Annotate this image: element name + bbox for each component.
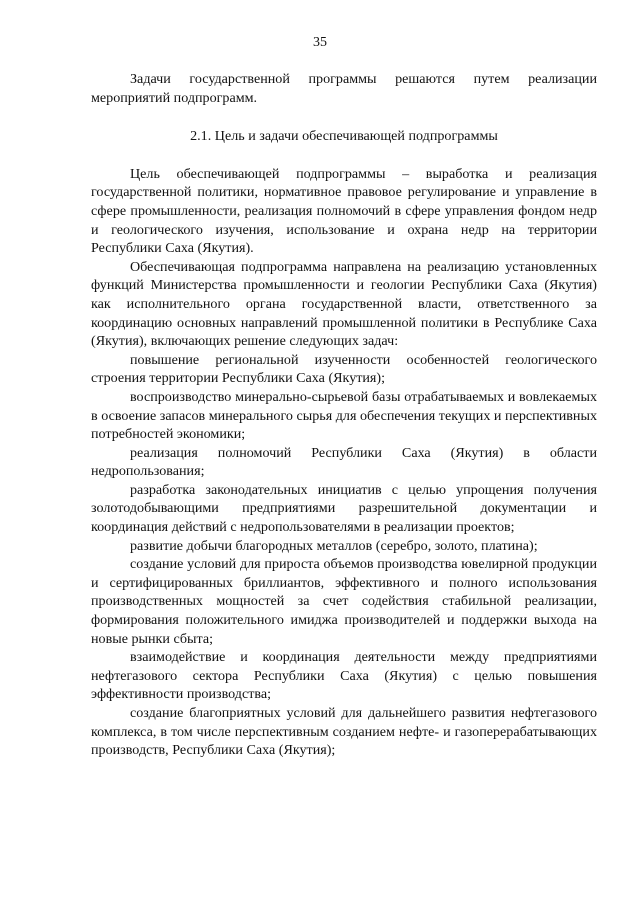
task-item: создание благоприятных условий для дальнейшего развития нефтегазового комплекса, в том числе перспективным созданием нефте- и газоперерабатывающих производств, Республики Саха (Якутия); [91,705,597,759]
functions-paragraph: Обеспечивающая подпрограмма направлена на реализацию установленных функций Министерства промышленности и геологии Республики Саха (Якутия) как исполнительного органа государственной власти, ответственного за координацию основных направлений промышленной политики в Республике Саха (Якутия), включающих решение следующих задач: [91,258,597,350]
intro-paragraph: Задачи государственной программы решаются путем реализации мероприятий подпрограмм. [91,71,597,106]
goal-paragraph: Цель обеспечивающей подпрограммы – выработка и реализация государственной политики, нормативное правовое регулирование и управление в сфере промышленности, реализация полномочий в сфере управления фондом недр и геологического изучения, использование и охрана недр на территории Республики Саха (Якутия). [91,165,597,257]
task-item: взаимодействие и координация деятельности между предприятиями нефтегазового сектора Республики Саха (Якутия) с целью повышения эффективности производства; [91,649,597,703]
task-item: развитие добычи благородных металлов (серебро, золото, платина); [130,537,538,554]
task-item: разработка законодательных инициатив с целью упрощения получения золотодобывающими предприятиями разрешительной документации и координация действий с недропользователями в реализации проектов; [91,481,597,536]
task-item: повышение региональной изученности особенностей геологического строения территории Республики Саха (Якутия); [91,351,597,387]
task-item: создание условий для прироста объемов производства ювелирной продукции и сертифицированных бриллиантов, эффективного и полного использования производственных мощностей за счет содействия стабильной реализации, формирования положительного имиджа производителей и поддержки выхода на новые рынки сбыта; [91,556,597,647]
page-number: 35 [313,35,327,50]
page-content [91,70,597,760]
task-item: реализация полномочий Республики Саха (Якутия) в области недропользования; [91,444,597,480]
task-item: воспроизводство минерально-сырьевой базы отрабатываемых и вовлекаемых в освоение запасов минерального сырья для обеспечения текущих и перспективных потребностей экономики; [91,388,597,443]
section-heading: 2.1. Цель и задачи обеспечивающей подпрограммы [190,128,498,145]
